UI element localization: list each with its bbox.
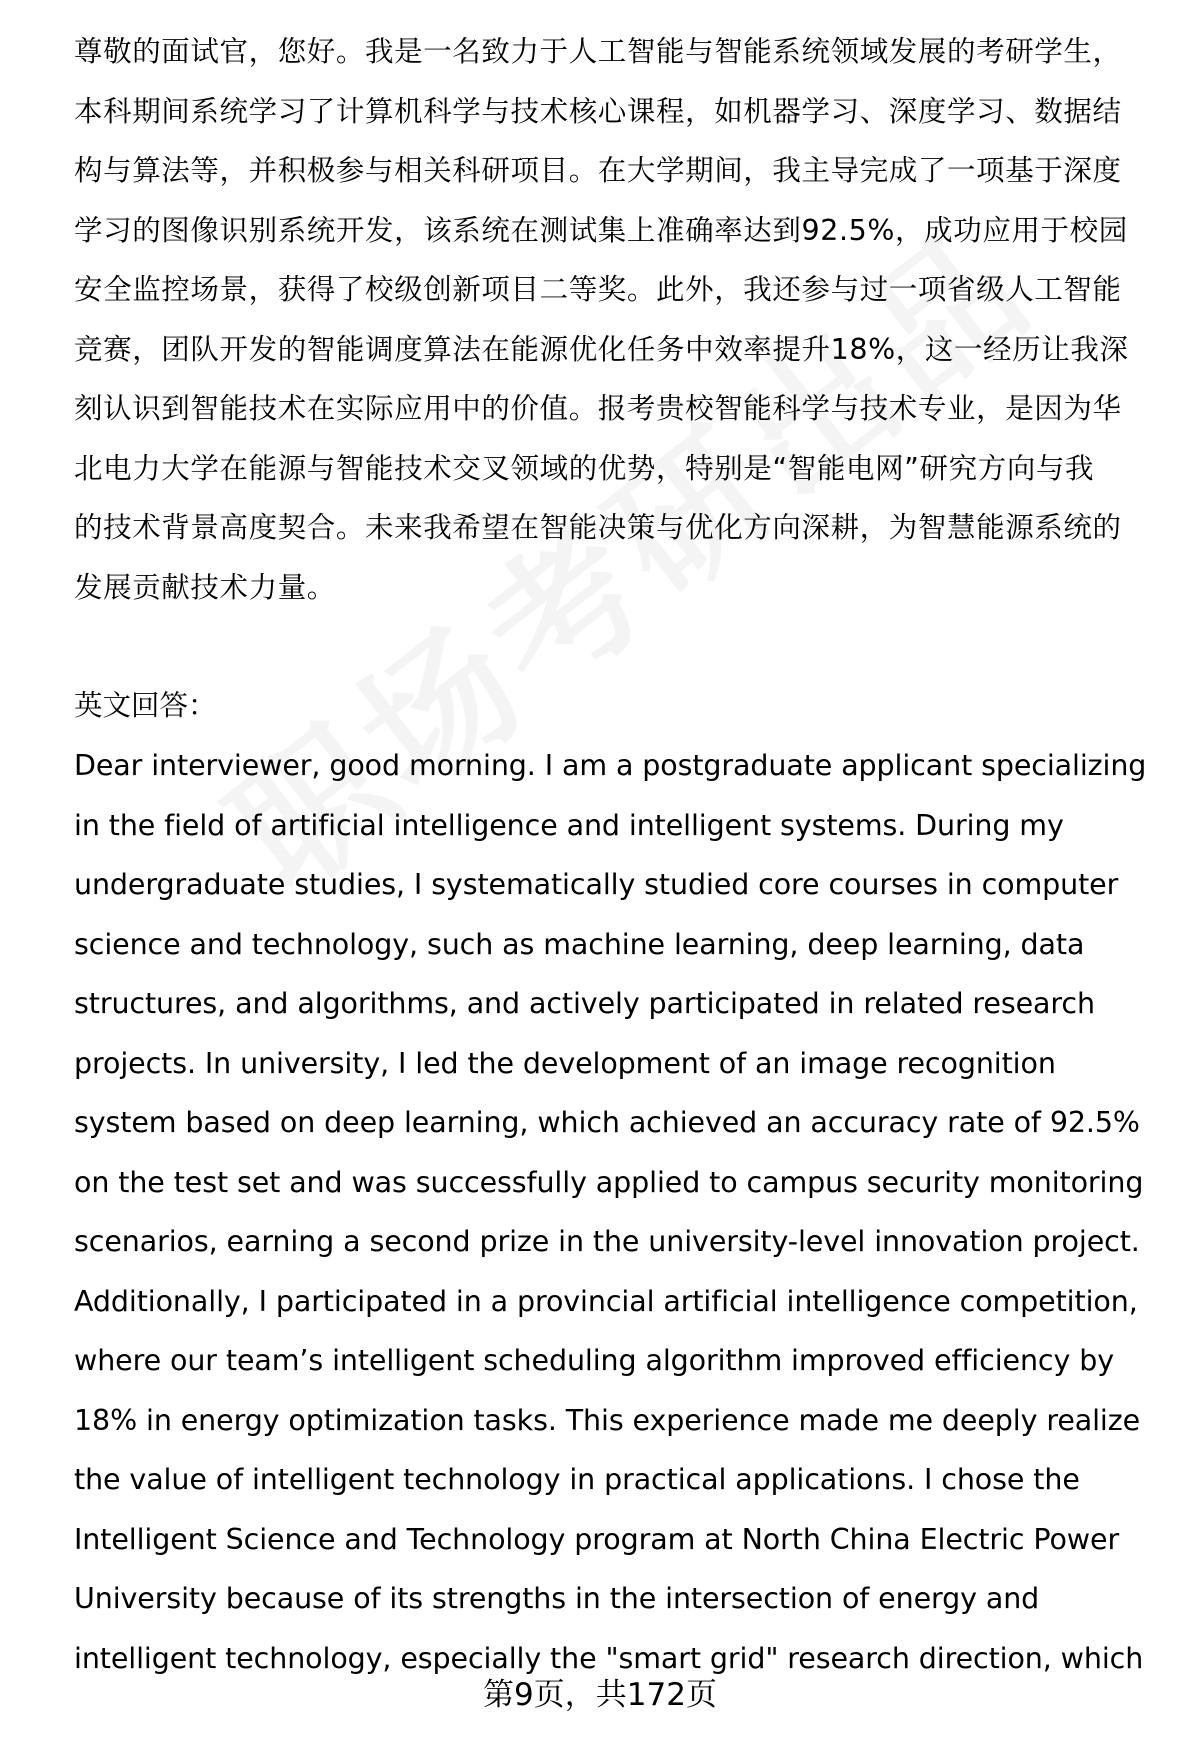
english-answer xyxy=(74,736,1147,1688)
paragraph-line: scenarios, earning a second prize in the university-level innovation project. xyxy=(74,1225,1140,1258)
paragraph-line: 构与算法等，并积极参与相关科研项目。在大学期间，我主导完成了一项基于深度 xyxy=(74,154,1122,187)
paragraph-line: where our team’s intelligent scheduling algorithm improved efficiency by xyxy=(74,1344,1114,1377)
english-answer-label: 英文回答： xyxy=(74,689,217,722)
paragraph-line: 刻认识到智能技术在实际应用中的价值。报考贵校智能科学与技术专业，是因为华 xyxy=(74,392,1122,425)
paragraph-line: Dear interviewer, good morning. I am a postgraduate applicant specializing xyxy=(74,749,1147,782)
paragraph-line: Additionally, I participated in a provincial artificial intelligence competition, xyxy=(74,1284,1138,1318)
paragraph-line: on the test set and was successfully applied to campus security monitoring xyxy=(74,1165,1144,1199)
page-number: 第9页，共172页 xyxy=(483,1677,717,1713)
paragraph-line: 学习的图像识别系统开发，该系统在测试集上准确率达到92.5%，成功应用于校园 xyxy=(74,213,1128,247)
paragraph-line: 竞赛，团队开发的智能调度算法在能源优化任务中效率提升18%，这一经历让我深 xyxy=(74,332,1129,366)
paragraph-line: Intelligent Science and Technology program at North China Electric Power xyxy=(74,1522,1120,1556)
paragraph-line: science and technology, such as machine learning, deep learning, data xyxy=(74,927,1085,961)
paragraph-line: undergraduate studies, I systematically studied core courses in computer xyxy=(74,868,1119,901)
paragraph-line: 发展贡献技术力量。 xyxy=(74,570,336,604)
paragraph-line: structures, and algorithms, and actively participated in related research xyxy=(74,987,1095,1020)
paragraph-line: 安全监控场景，获得了校级创新项目二等奖。此外，我还参与过一项省级人工智能 xyxy=(74,273,1122,306)
paragraph-line: University because of its strengths in the intersection of energy and xyxy=(74,1582,1040,1615)
english-answer-heading-block xyxy=(74,676,1134,736)
paragraph-line: intelligent technology, especially the "smart grid" research direction, which xyxy=(74,1641,1144,1675)
paragraph-line: 的技术背景高度契合。未来我希望在智能决策与优化方向深耕，为智慧能源系统的 xyxy=(74,511,1122,544)
paragraph-line: projects. In university, I led the development of an image recognition xyxy=(74,1046,1056,1080)
paragraph-line: the value of intelligent technology in practical applications. I chose the xyxy=(74,1463,1080,1496)
paragraph-line: 本科期间系统学习了计算机科学与技术核心课程，如机器学习、深度学习、数据结 xyxy=(74,94,1122,128)
paragraph-line: in the field of artificial intelligence and intelligent systems. During my xyxy=(74,808,1064,842)
paragraph-line: 北电力大学在能源与智能技术交叉领域的优势，特别是“智能电网”研究方向与我 xyxy=(74,451,1095,485)
paragraph-line: 18% in energy optimization tasks. This experience made me deeply realize xyxy=(74,1403,1141,1437)
paragraph-line: 尊敬的面试官，您好。我是一名致力于人工智能与智能系统领域发展的考研学生， xyxy=(74,35,1122,68)
chinese-answer xyxy=(74,22,1134,617)
paragraph-line: system based on deep learning, which achieved an accuracy rate of 92.5% xyxy=(74,1106,1140,1139)
